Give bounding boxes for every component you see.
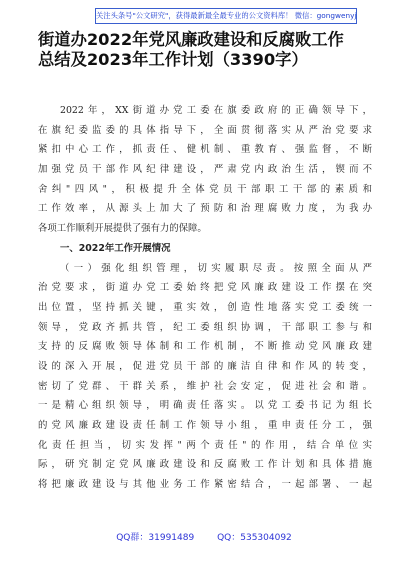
paragraph-line: 化责任担当，切实发挥"两个责任"的作用，结合单位实 xyxy=(38,439,372,451)
header-banner: 关注头条号"公文研究"，获得最新最全最专业的公文资料库！ 微信：gongwenyj xyxy=(95,8,357,24)
document-body xyxy=(38,101,372,495)
title-line-1: 街道办2022年党风廉政建设和反腐败工作 xyxy=(38,30,344,49)
paragraph-line: 在旗纪委监委的具体指导下，全面贯彻落实从严治党要求 xyxy=(38,124,372,136)
paragraph-line: 领导，党政齐抓共管，纪工委组织协调，干部职工参与和 xyxy=(38,321,372,333)
section-heading: 一、2022年工作开展情况 xyxy=(60,242,171,254)
paragraph-line: 将把廉政建设与其他业务工作紧密结合，一起部署、一起 xyxy=(38,479,372,491)
paragraph-line: 一是精心组织领导，明确责任落实。以党工委书记为组长 xyxy=(38,400,372,412)
title-line-2: 总结及2023年工作计划（3390字） xyxy=(38,50,308,69)
footer-qq-group: QQ群：31991489 xyxy=(116,533,195,543)
paragraph-line: 紧扣中心工作，抓责任、健机制、重教育、强监督，不断 xyxy=(38,144,372,156)
paragraph-line: 密切了党群、干群关系，维护社会安定，促进社会和谐。 xyxy=(38,380,372,392)
paragraph-line: （一）强化组织管理，切实履职尽责。按照全面从严 xyxy=(60,262,372,274)
paragraph-line: 加强党员干部作风纪律建设，严肃党内政治生活，锲而不 xyxy=(38,164,372,176)
footer-contact xyxy=(0,530,408,543)
footer-qq: QQ：535304092 xyxy=(217,533,292,543)
paragraph-line: 工作效率，从源头上加大了预防和治理腐败力度，为我办 xyxy=(38,203,372,215)
paragraph-line: 的党风廉政建设责任制工作领导小组，重申责任分工，强 xyxy=(38,420,372,431)
paragraph-line: 支持的反腐败领导体制和工作机制，不断推动党风廉政建 xyxy=(38,341,372,353)
document-title xyxy=(38,30,373,70)
paragraph-line: 设的深入开展，促进党员干部的廉洁自律和作风的转变， xyxy=(38,360,372,372)
paragraph-line: 出位置，坚持抓关键，重实效，创造性地落实党工委统一 xyxy=(38,301,372,313)
paragraph-line: 际，研究制定党风廉政建设和反腐败工作计划和具体措施 xyxy=(38,459,372,471)
paragraph-line: 舍纠"四风"，积极提升全体党员干部职工干部的素质和 xyxy=(38,183,372,195)
paragraph-line: 2022年，XX街道办党工委在旗委政府的正确领导下， xyxy=(60,105,372,116)
paragraph-line: 各项工作顺利开展提供了强有力的保障。 xyxy=(38,223,207,235)
paragraph-line: 治党要求，街道办党工委始终把党风廉政建设工作摆在突 xyxy=(38,282,372,294)
